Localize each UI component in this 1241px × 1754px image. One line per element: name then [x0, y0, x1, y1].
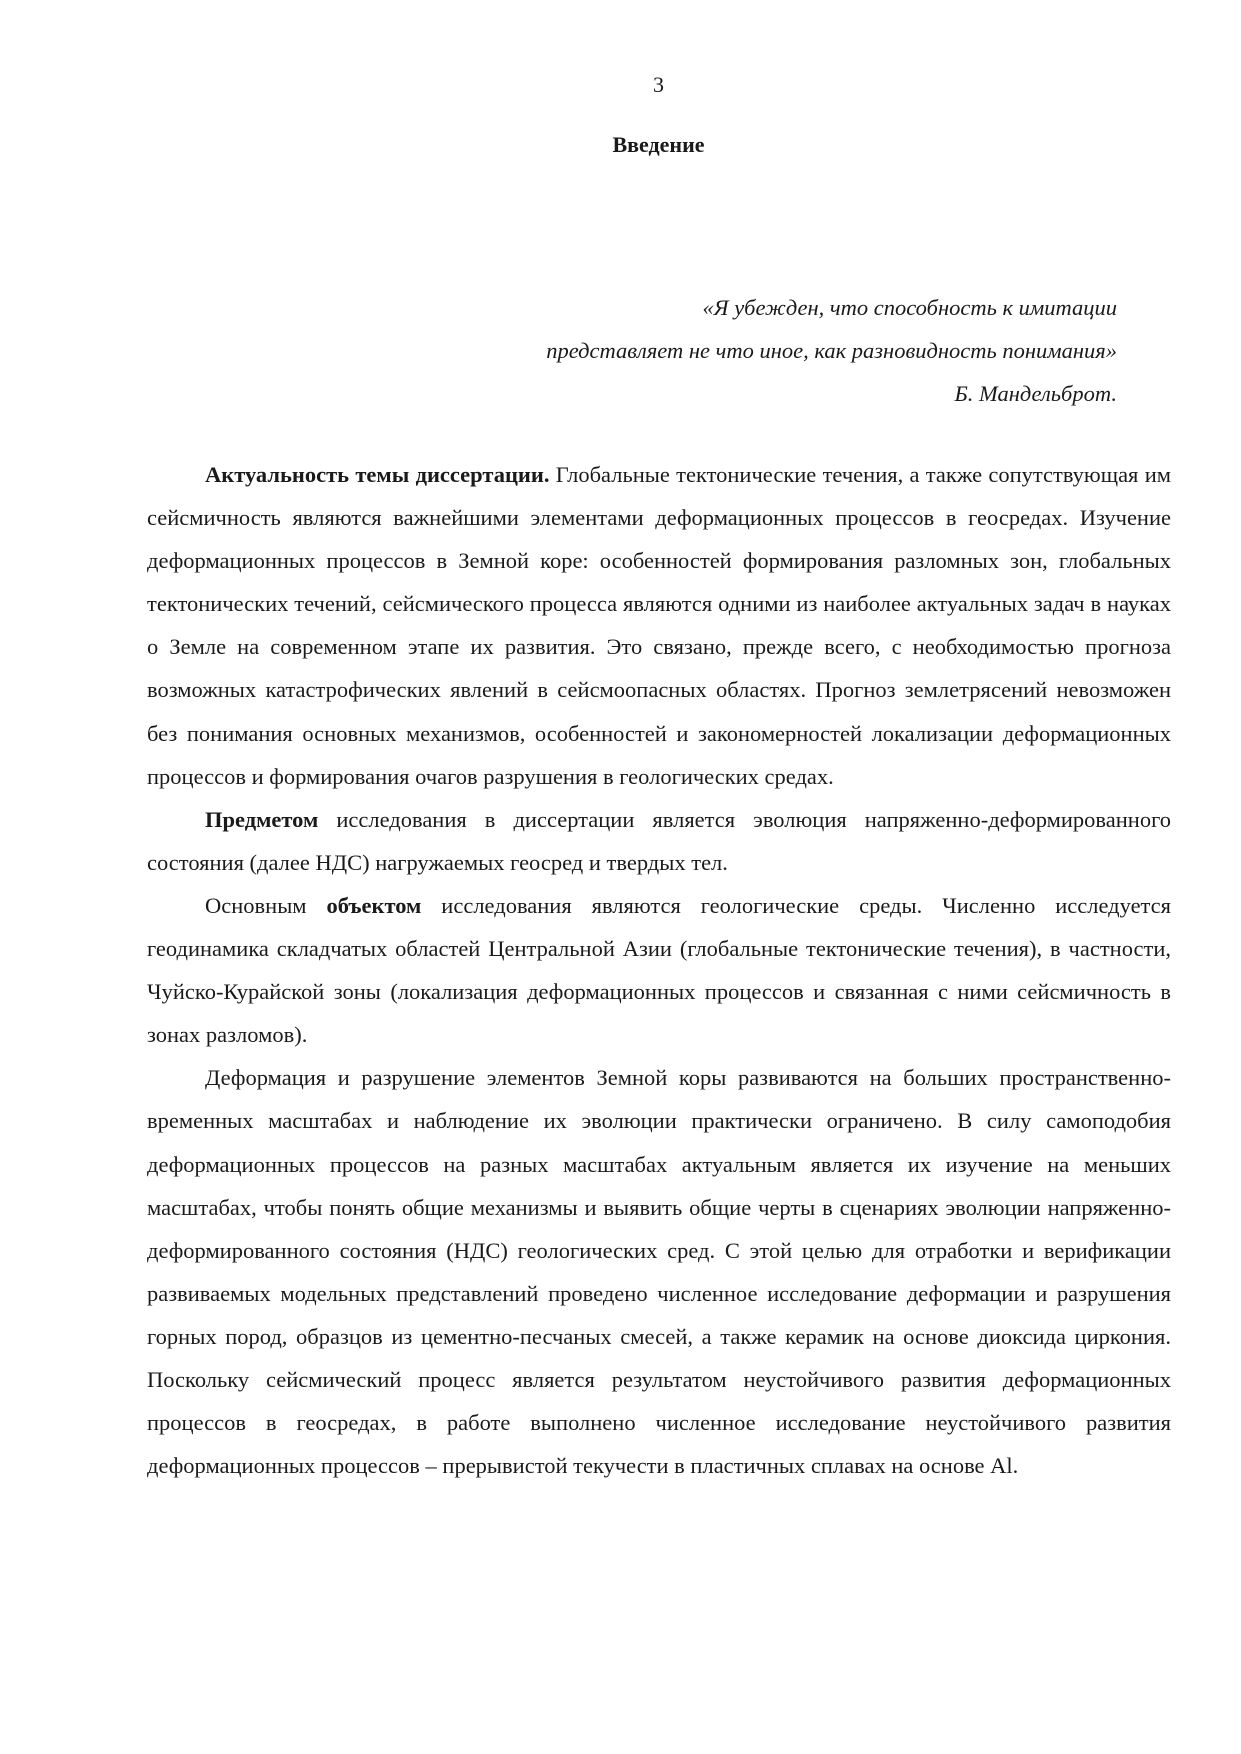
- paragraph-deformation: [147, 1056, 1171, 1487]
- paragraph-subject-lead: Предметом: [205, 806, 319, 832]
- epigraph-line-1: «Я убежден, что способность к имитации: [702, 295, 1117, 320]
- paragraph-deformation-text: Деформация и разрушение элементов Земной коры развиваются на больших пространственно-временных масштабах и наблюдение их эволюции практически ограничено. В силу самоподобия деформационных процессов на разных масштабах актуальным является их изучение на меньших масштабах, чтобы понять общие механизмы и выявить общие черты в сценариях эволюции напряженно-деформированного состояния (НДС) геологических сред. С этой целью для отработки и верификации развиваемых модельных представлений проведено численное исследование деформации и разрушения горных пород, образцов из цементно-песчаных смесей, а также керамик на основе диоксида циркония. Поскольку сейсмический процесс является результатом неустойчивого развития деформационных процессов в геосредах, в работе выполнено численное исследование неустойчивого развития деформационных процессов – прерывистой текучести в пластичных сплавах на основе Al.: [147, 1065, 1171, 1479]
- paragraph-subject-text: исследования в диссертации является эволюция напряженно-деформированного состояния (далее НДС) нагружаемых геосред и твердых тел.: [147, 806, 1171, 875]
- page-number: 3: [653, 72, 664, 97]
- paragraph-relevance-text: Глобальные тектонические течения, а также сопутствующая им сейсмичность являются важнейшими элементами деформационных процессов в геосредах. Изучение деформационных процессов в Земной коре: особенностей формирования разломных зон, глобальных тектонических течений, сейсмического процесса являются одними из наиболее актуальных задач в науках о Земле на современном этапе их развития. Это связано, прежде всего, с необходимостью прогноза возможных катастрофических явлений в сейсмоопасных областях. Прогноз землетрясений невозможен без понимания основных механизмов, особенностей и закономерностей локализации деформационных процессов и формирования очагов разрушения в геологических средах.: [147, 462, 1171, 789]
- paragraph-object: [147, 884, 1171, 1056]
- epigraph-line-2: представляет не что иное, как разновидность понимания»: [546, 338, 1117, 363]
- paragraph-object-text: исследования являются геологические среды. Численно исследуется геодинамика складчатых областей Центральной Азии (глобальные тектонические течения), в частности, Чуйско-Курайской зоны (локализация деформационных процессов и связанная с ними сейсмичность в зонах разломов).: [147, 892, 1171, 1048]
- paragraph-object-pre: Основным: [205, 892, 327, 918]
- paragraph-object-bold: объектом: [326, 892, 422, 918]
- epigraph: [357, 286, 1117, 415]
- paragraph-relevance-lead: Актуальность темы диссертации.: [205, 462, 550, 487]
- paragraph-subject: [147, 798, 1171, 884]
- page-title: Введение: [612, 132, 705, 157]
- body-text: [147, 453, 1171, 1487]
- paragraph-relevance: [147, 453, 1171, 798]
- epigraph-author: Б. Мандельброт.: [954, 381, 1117, 406]
